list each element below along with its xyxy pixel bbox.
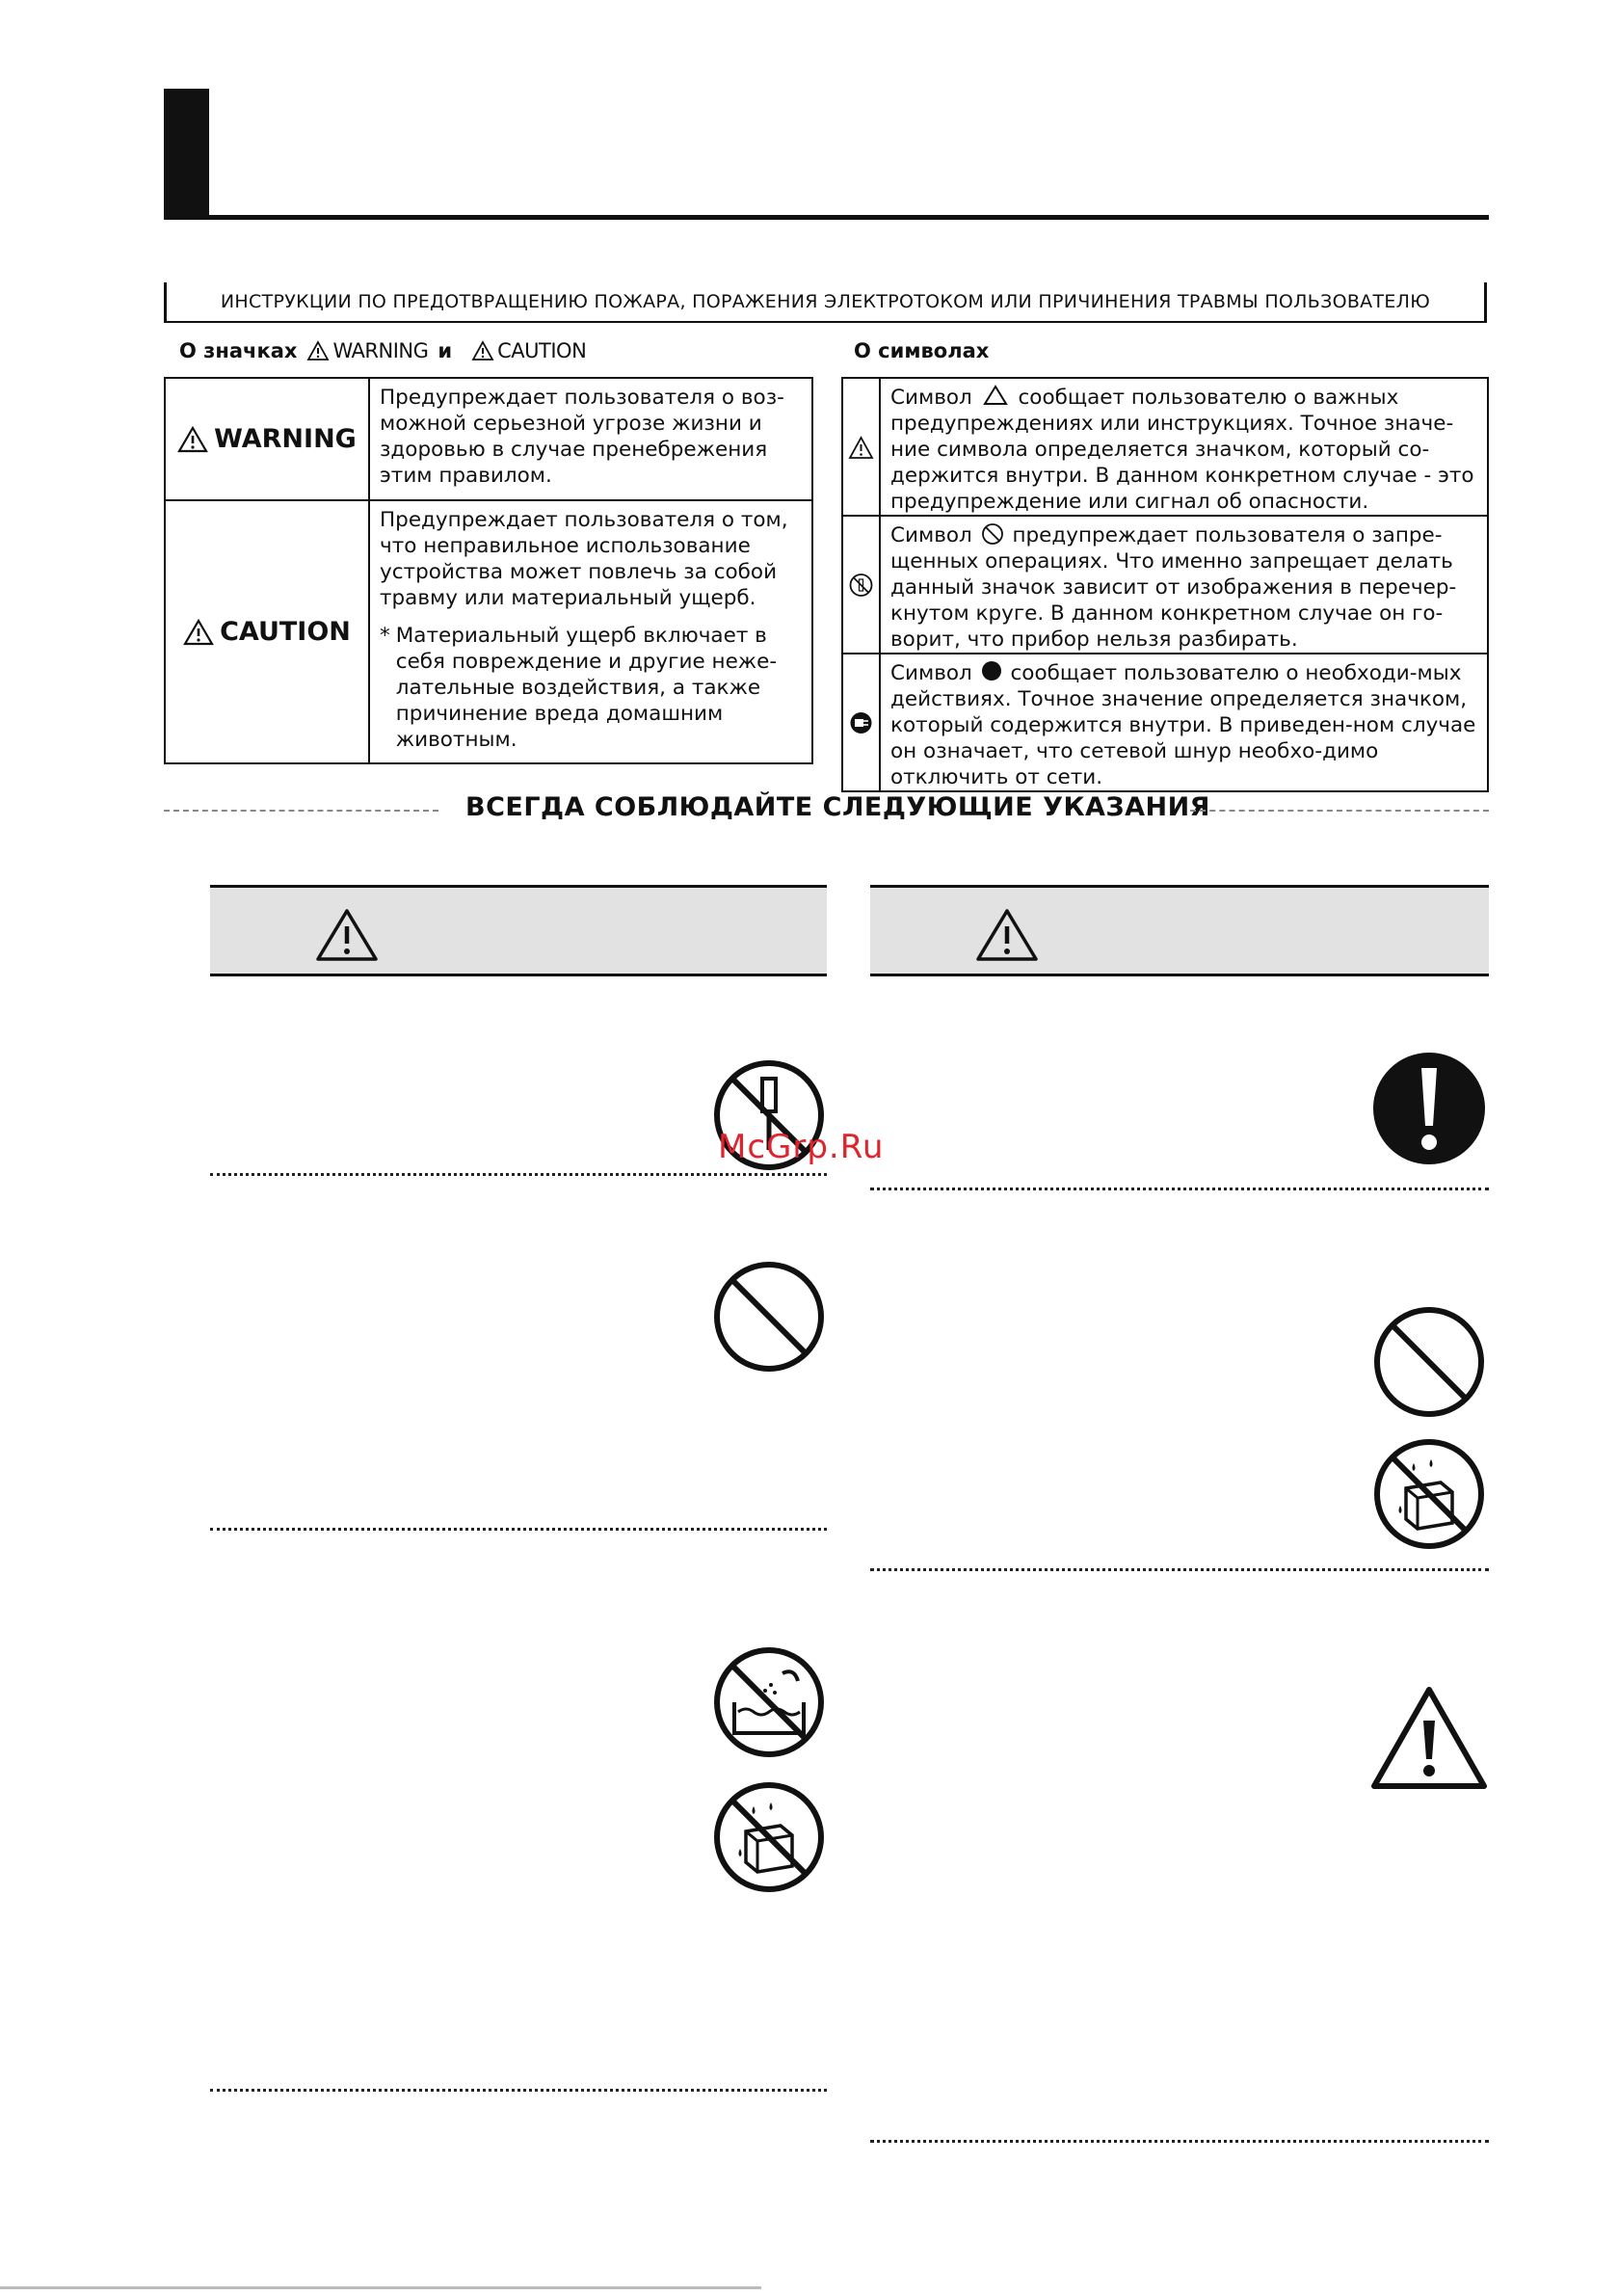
symbol-row-prohibited [842,516,1488,654]
caution-description [369,500,812,763]
prohibited-inline-icon [981,522,1004,546]
symbols-header [854,339,989,362]
divider-r1 [870,1188,1489,1190]
warning-label: WARNING [214,424,357,454]
divider-r3 [870,2140,1489,2143]
banner-text: ИНСТРУКЦИИ ПО ПРЕДОТВРАЩЕНИЮ ПОЖАРА, ПОРАЖЕНИЯ ЭЛЕКТРОТОКОМ ИЛИ ПРИЧИНЕНИЯ ТРАВМЫ ПОЛЬЗОВАТЕЛЮ [220,291,1431,312]
heading-dashes-left [164,810,438,812]
divider-3 [210,2089,827,2092]
attention-icon-large [1368,1684,1490,1792]
symbol-row-attention [842,378,1488,516]
symbol-text-action: Символ сообщает пользователю о необходи-мых действиях. Точное значение определяется значком, который содержится внутри. В приведен-ном случае он означает, что сетевой шнур необхо-димо отключить от сети. [880,654,1488,791]
instructions-banner [164,282,1487,323]
title-rule [164,215,1489,220]
filled-circle-inline-icon [981,660,1002,681]
symbol-cell-prohibited [842,516,880,654]
prohibited-icon-2 [1371,1304,1487,1420]
watermark: McGrp.Ru [718,1128,885,1166]
symbol-text-prohibited: Символ предупреждает пользователя о запре-щенных операциях. Что именно запрещает делать данный значок зависит от изображения в перечер-кнутом круге. В данном конкретном случае он го-ворит, что прибор нельзя разбирать. [880,516,1488,654]
caution-panel-header [870,885,1489,976]
warning-row [165,378,812,500]
warning-panel-header [210,885,827,976]
symbol-cell-action [842,654,880,791]
warning-triangle-icon [306,340,330,361]
warning-sign [166,426,368,453]
icons-header-prefix: О значках [179,339,298,362]
caution-panel-icon [974,907,1040,963]
always-heading: ВСЕГДА СОБЛЮДАЙТЕ СЛЕДУЮЩИЕ УКАЗАНИЯ [465,792,1210,822]
caution-row [165,500,812,763]
footer-rule [0,2286,761,2289]
note-mark: * [380,624,390,648]
warning-description [369,378,812,500]
no-liquid-icon-right [1371,1436,1487,1552]
heading-dashes-right [1190,810,1489,812]
mandatory-action-icon [1371,1051,1487,1166]
warning-sign-icon [177,426,208,453]
divider-1 [210,1173,827,1176]
caution-label: CAUTION [220,617,351,647]
icons-header-warning: WARNING [306,339,428,362]
divider-r2 [870,1568,1489,1571]
caution-text: Предупреждает пользователя о том, что неправильное использование устройства может повлечь за собой травму или материальный ущерб. [380,508,788,610]
unplug-symbol-icon [843,708,879,737]
symbol-cell-attention [842,378,880,516]
triangle-inline-icon [983,385,1008,406]
caution-triangle-icon [471,340,494,361]
warning-panel-icon [314,907,380,963]
symbol-row-action [842,654,1488,791]
warning-text: Предупреждает пользователя о воз-можной серьезной угрозе жизни и здоровью в случае пренебрежения этим правилом. [380,386,784,488]
no-disassembly-symbol-icon [843,571,879,600]
caution-sign-icon [183,619,214,646]
title-block [164,89,209,219]
warning-cell [165,378,369,500]
divider-2 [210,1528,827,1531]
icons-header [179,339,586,362]
prohibited-icon-1 [711,1259,827,1375]
caution-sign [166,619,368,646]
attention-symbol-icon [843,433,879,462]
caution-cell [165,500,369,763]
icons-table [164,377,813,764]
no-liquid-icon-left [711,1779,827,1895]
note-text: Материальный ущерб включает в себя повреждение и другие неже-лательные воздействия, а также причинение вреда домашним животным. [395,624,778,752]
symbols-table [841,377,1489,792]
icons-header-and: и [438,339,453,362]
symbols-header-text: О символах [854,339,990,362]
icons-header-caution: CAUTION [471,339,586,362]
symbol-text-attention: Символ сообщает пользователю о важных предупреждениях или инструкциях. Точное значе-ние символа определяется значком, который со-держится внутри. В данном конкретном случае - это предупреждение или сигнал об опасности. [880,378,1488,516]
no-water-bath-icon [711,1644,827,1760]
caution-note [380,623,802,753]
